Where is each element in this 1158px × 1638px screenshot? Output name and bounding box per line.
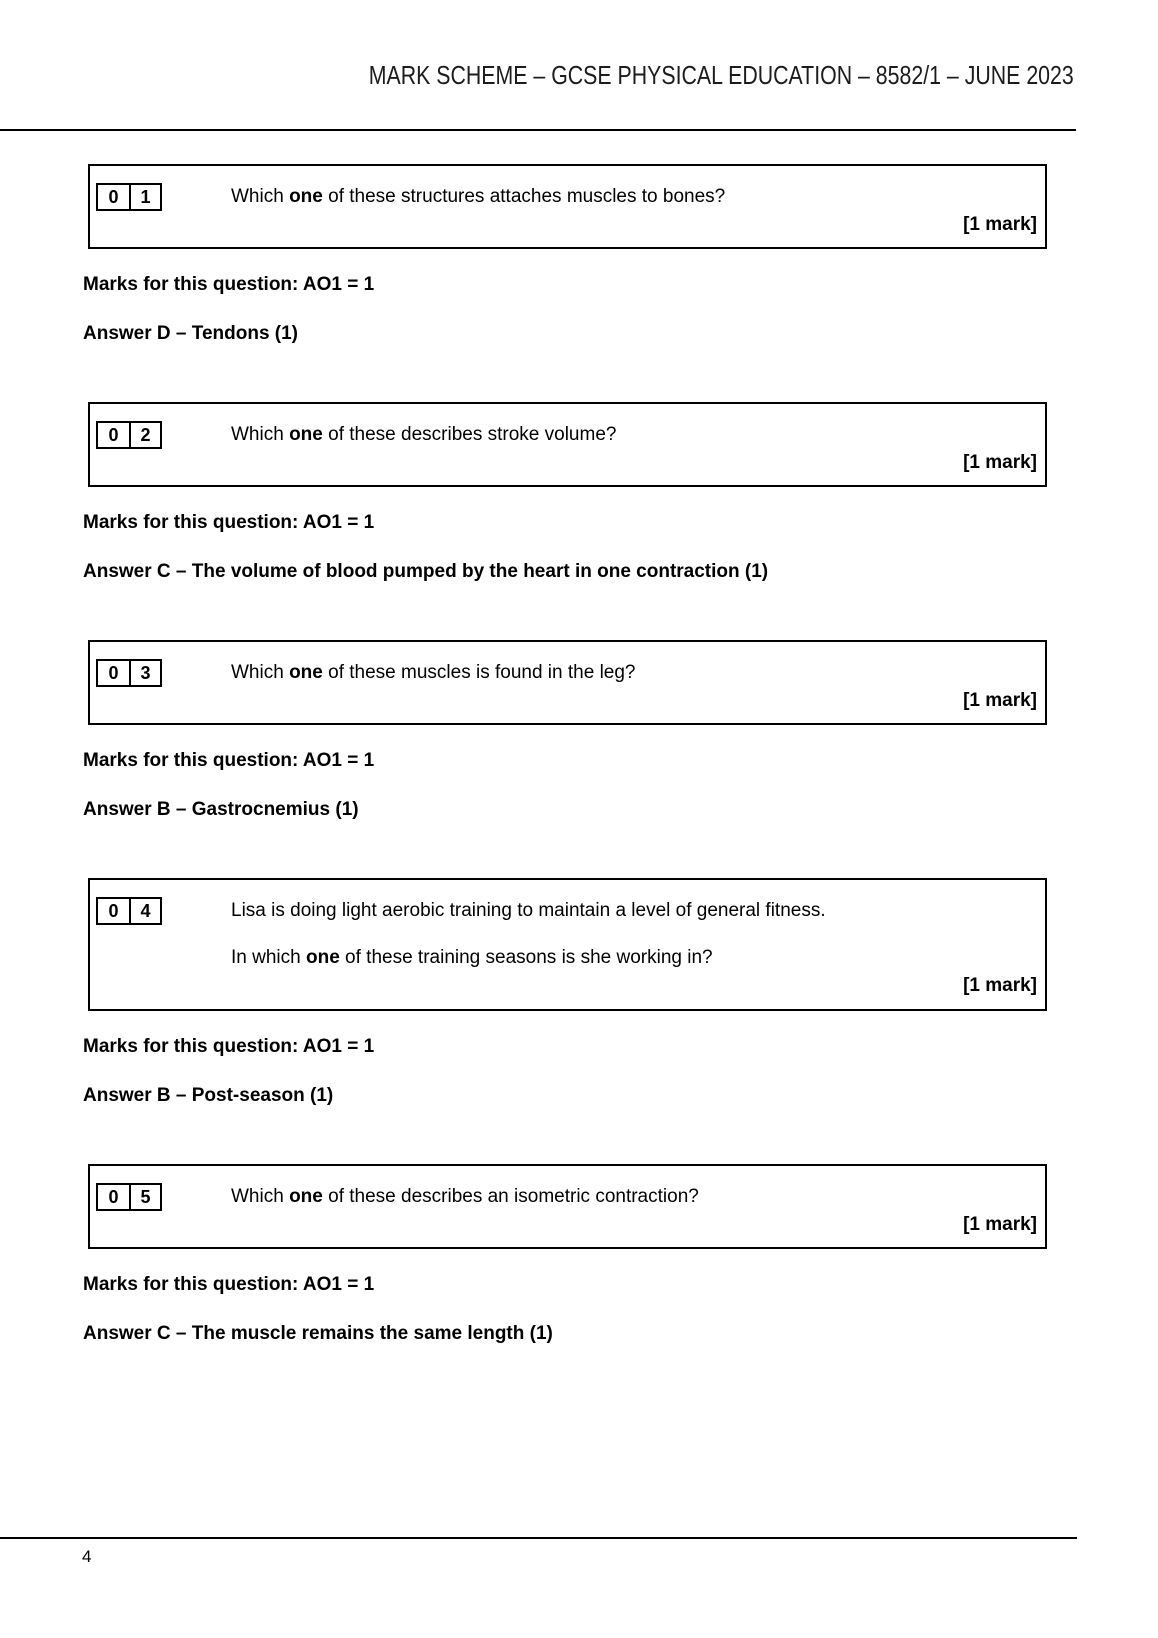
question-number-box [96, 421, 162, 449]
question-row [96, 421, 1039, 449]
footer-rule [0, 1537, 1077, 1539]
question-text [231, 659, 1039, 687]
question-text-segment: of these training seasons is she working in? [339, 947, 713, 968]
question-row [96, 659, 1039, 687]
question-line [231, 659, 1039, 687]
answer-line: Answer C – The muscle remains the same length (1) [83, 1323, 553, 1344]
question-box [88, 878, 1047, 1011]
question-number-cell: 0 [108, 187, 119, 207]
answer-line: Answer D – Tendons (1) [83, 323, 299, 344]
bold-keyword: one [289, 424, 323, 445]
header-title: MARK SCHEME – GCSE PHYSICAL EDUCATION – 8582/1 – JUNE 2023 [369, 60, 1074, 90]
question-section-04 [0, 878, 1158, 1108]
marks-for-question-line: Marks for this question: AO1 = 1 [83, 512, 375, 533]
question-number-cell: 0 [108, 425, 119, 445]
answer-line: Answer B – Post-season (1) [83, 1085, 334, 1106]
question-text-segment: Which [231, 424, 290, 445]
mark-allocation: [1 mark] [963, 452, 1037, 473]
question-line [231, 183, 1039, 211]
mark-allocation: [1 mark] [963, 1214, 1037, 1235]
question-text-segment: of these structures attaches muscles to bones? [322, 186, 726, 207]
question-number-box [96, 1183, 162, 1211]
answer-line: Answer C – The volume of blood pumped by the heart in one contraction (1) [83, 561, 769, 582]
question-line [231, 944, 1039, 972]
page-number: 4 [82, 1547, 92, 1566]
header-rule [0, 129, 1076, 131]
marks-for-question-line: Marks for this question: AO1 = 1 [83, 1274, 375, 1295]
mark-allocation: [1 mark] [963, 690, 1037, 711]
question-box [88, 640, 1047, 725]
bold-keyword: one [289, 186, 323, 207]
question-text [231, 1183, 1039, 1211]
question-section-03 [0, 640, 1158, 822]
bold-keyword: one [289, 662, 323, 683]
question-box [88, 164, 1047, 249]
question-line [231, 897, 1039, 925]
question-row [96, 1183, 1039, 1211]
question-box [88, 402, 1047, 487]
bold-keyword: one [305, 947, 340, 968]
question-text-segment: Which [231, 662, 290, 683]
question-section-02 [0, 402, 1158, 584]
question-text [231, 421, 1039, 449]
question-text-segment: In which [231, 947, 306, 968]
question-number-box [96, 897, 162, 925]
question-text-segment: of these describes an isometric contraction? [322, 1186, 699, 1207]
question-number-cell: 2 [129, 423, 160, 447]
question-text [231, 897, 1039, 972]
mark-allocation: [1 mark] [963, 975, 1037, 996]
question-text-segment: Lisa is doing light aerobic training to maintain a level of general fitness. [231, 900, 826, 921]
mark-allocation: [1 mark] [963, 214, 1037, 235]
question-row [96, 183, 1039, 211]
question-section-05 [0, 1164, 1158, 1346]
question-number-cell: 4 [129, 899, 160, 923]
question-number-cell: 5 [129, 1185, 160, 1209]
question-text-segment: of these muscles is found in the leg? [322, 662, 636, 683]
question-text-segment: Which [231, 1186, 290, 1207]
question-text [231, 183, 1039, 211]
question-text-segment: of these describes stroke volume? [322, 424, 617, 445]
question-text-segment: Which [231, 186, 290, 207]
question-number-cell: 0 [108, 901, 119, 921]
question-box [88, 1164, 1047, 1249]
question-line [231, 421, 1039, 449]
question-number-box [96, 659, 162, 687]
question-number-cell: 0 [108, 663, 119, 683]
marks-for-question-line: Marks for this question: AO1 = 1 [83, 274, 375, 295]
question-number-box [96, 183, 162, 211]
question-number-cell: 3 [129, 661, 160, 685]
question-section-01 [0, 164, 1158, 346]
marks-for-question-line: Marks for this question: AO1 = 1 [83, 1036, 375, 1057]
bold-keyword: one [289, 1186, 323, 1207]
question-row [96, 897, 1039, 972]
question-number-cell: 0 [108, 1187, 119, 1207]
question-number-cell: 1 [129, 185, 160, 209]
question-line [231, 1183, 1039, 1211]
answer-line: Answer B – Gastrocnemius (1) [83, 799, 359, 820]
marks-for-question-line: Marks for this question: AO1 = 1 [83, 750, 375, 771]
